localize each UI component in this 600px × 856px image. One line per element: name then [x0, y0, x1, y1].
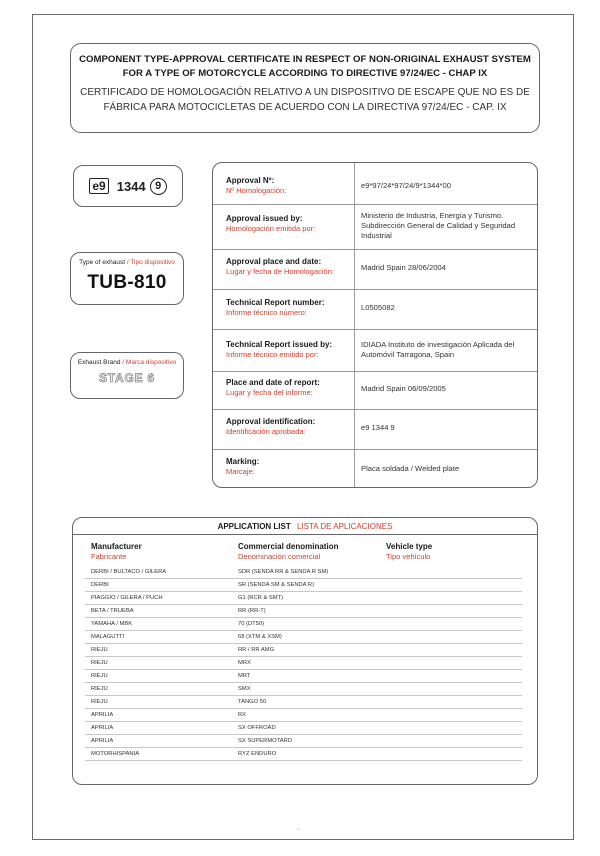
table-row	[85, 670, 522, 683]
detail-row-issued-by	[213, 205, 537, 250]
table-row	[85, 696, 522, 709]
certificate-title-es: CERTIFICADO DE HOMOLOGACIÓN RELATIVO A UN DISPOSITIVO DE ESCAPE QUE NO ES DE FÁBRICA PARA MOTOCICLETAS DE ACUERDO CON LA DIRECTIVA 97/24/EC - CAP. IX	[80, 87, 530, 113]
detail-label-en: Technical Report issued by:	[226, 340, 333, 349]
approval-country-code: e9	[89, 178, 108, 194]
table-row	[85, 631, 522, 644]
table-row	[85, 579, 522, 592]
application-list-title-es: LISTA DE APLICACIONES	[296, 522, 393, 531]
table-row	[85, 605, 522, 618]
column-header-es: Fabricante	[91, 552, 127, 561]
detail-row-place-date	[213, 250, 537, 290]
cell-manufacturer: MALAGUTTI	[91, 634, 125, 640]
detail-value: IDIADA Instituto de investigación Aplicada del Automóvil Tarragona, Spain	[361, 340, 515, 359]
cell-manufacturer: RIEJU	[91, 686, 108, 692]
detail-label-es: Lugar y fecha del informe:	[226, 388, 313, 397]
table-row	[85, 644, 522, 657]
cell-denomination: SDR (SENDA RR & SENDA R SM)	[238, 569, 329, 575]
table-row	[85, 657, 522, 670]
detail-value: Madrid Spain 28/06/2004	[361, 263, 446, 272]
table-row	[85, 735, 522, 748]
cell-denomination: MRX	[238, 660, 251, 666]
detail-row-marking	[213, 450, 537, 488]
detail-label-es: Marcaje:	[226, 467, 255, 476]
cell-denomination: RR (RR-T)	[238, 608, 266, 614]
exhaust-type-value: TUB-810	[87, 272, 167, 293]
detail-value: Placa soldada / Welded plate	[361, 464, 460, 473]
certificate-title-box	[70, 43, 540, 133]
column-header-manufacturer	[91, 542, 142, 562]
exhaust-type-box	[70, 252, 184, 305]
cell-manufacturer: BETA / TRUEBA	[91, 608, 134, 614]
exhaust-brand-label	[71, 359, 183, 366]
exhaust-type-label-es: Tipo dispositivo	[130, 259, 175, 266]
column-header-es: Tipo vehículo	[386, 552, 431, 561]
detail-value: Ministerio de Industria, Energía y Turismo. Subdirección General de Calidad y Seguridad Industrial	[361, 211, 516, 240]
approval-circled-digit: 9	[150, 178, 167, 195]
exhaust-type-separator: /	[126, 259, 129, 266]
table-row	[85, 709, 522, 722]
paper-mark: ▫	[297, 826, 300, 833]
detail-label-es: Lugar y fecha de Homologación:	[226, 267, 334, 276]
certificate-title-en: COMPONENT TYPE-APPROVAL CERTIFICATE IN RESPECT OF NON-ORIGINAL EXHAUST SYSTEM FOR A TYPE OF MOTORCYCLE ACCORDING TO DIRECTIVE 97/24/EC - CHAP IX	[79, 54, 531, 79]
application-list-table	[72, 517, 538, 785]
cell-denomination: TANGO 50	[238, 699, 267, 705]
cell-denomination: 68 (XTM & XSM)	[238, 634, 282, 640]
exhaust-type-label	[71, 259, 183, 266]
cell-manufacturer: RIEJU	[91, 673, 108, 679]
cell-manufacturer: RIEJU	[91, 647, 108, 653]
cell-denomination: SR (SENDA SM & SENDA R)	[238, 582, 315, 588]
approval-number: 1344	[116, 178, 146, 194]
detail-label	[226, 417, 356, 437]
detail-label	[226, 257, 356, 277]
detail-row-identification	[213, 410, 537, 450]
cell-denomination: RR / RR AMG	[238, 647, 275, 653]
cell-manufacturer: PIAGGIO / GILERA / PUCH	[91, 595, 163, 601]
cell-manufacturer: DERBI	[91, 582, 109, 588]
cell-denomination: 70 (DT50)	[238, 621, 265, 627]
table-row	[85, 722, 522, 735]
cell-manufacturer: DERBI / BULTACO / GILERA	[91, 569, 167, 575]
detail-label-en: Approval issued by:	[226, 214, 303, 223]
detail-row-report-issued-by	[213, 330, 537, 372]
detail-label-es: Informe técnico emitido por:	[226, 350, 319, 359]
detail-value: e9 1344 9	[361, 423, 395, 432]
cell-manufacturer: APRILIA	[91, 712, 114, 718]
cell-denomination: SMX	[238, 686, 251, 692]
detail-label	[226, 457, 356, 477]
detail-value: L0505082	[361, 303, 395, 312]
application-list-header	[73, 518, 537, 535]
detail-label-es: Informe técnico número:	[226, 308, 307, 317]
detail-label	[226, 340, 356, 360]
table-row	[85, 566, 522, 579]
column-header-denomination	[238, 542, 338, 562]
cell-denomination: SX SUPERMOTARD	[238, 738, 293, 744]
detail-label-en: Place and date of report:	[226, 378, 320, 387]
column-header-vehicle-type	[386, 542, 432, 562]
cell-manufacturer: RIEJU	[91, 699, 108, 705]
table-row	[85, 748, 522, 761]
detail-row-approval-number	[213, 163, 537, 205]
detail-row-report-number	[213, 290, 537, 330]
detail-label	[226, 176, 356, 196]
cell-manufacturer: APRILIA	[91, 725, 114, 731]
column-header-en: Manufacturer	[91, 542, 142, 551]
table-row	[85, 592, 522, 605]
exhaust-brand-label-en: Exhaust Brand	[77, 359, 121, 366]
detail-label	[226, 214, 356, 234]
detail-value: Madrid Spain 06/09/2005	[361, 384, 446, 393]
detail-label-es: Homologación emitida por:	[226, 224, 316, 233]
cell-manufacturer: RIEJU	[91, 660, 108, 666]
detail-label-en: Approval identification:	[226, 417, 316, 426]
column-header-es: Denominación comercial	[238, 552, 321, 561]
exhaust-type-label-en: Type of exhaust	[79, 259, 125, 266]
detail-value: e9*97/24*97/24/9*1344*00	[361, 181, 451, 190]
approval-details-table	[212, 162, 538, 488]
exhaust-brand-box	[70, 352, 184, 399]
detail-label	[226, 298, 356, 318]
table-row	[85, 683, 522, 696]
detail-label-en: Marking:	[226, 457, 260, 466]
detail-label-en: Approval place and date:	[226, 257, 322, 266]
table-row	[85, 618, 522, 631]
column-header-en: Vehicle type	[386, 542, 433, 551]
detail-label-en: Approval Nº:	[226, 176, 275, 185]
approval-mark-badge	[73, 165, 183, 207]
detail-label-en: Technical Report number:	[226, 298, 325, 307]
exhaust-brand-separator: /	[122, 359, 125, 366]
cell-manufacturer: MOTORHISPANIA	[91, 751, 140, 757]
detail-label-es: Nº Homologación:	[226, 186, 287, 195]
cell-denomination: MRT	[238, 673, 251, 679]
detail-label	[226, 378, 356, 398]
detail-row-report-place-date	[213, 372, 537, 410]
detail-label-es: Identificación aprobada:	[226, 427, 306, 436]
cell-denomination: SX OFFROAD	[238, 725, 276, 731]
cell-denomination: RX	[238, 712, 247, 718]
column-header-en: Commercial denomination	[238, 542, 339, 551]
application-list-title-en: APPLICATION LIST	[217, 522, 291, 531]
cell-manufacturer: YAMAHA / MBK	[91, 621, 133, 627]
exhaust-brand-value: STAGE 6	[98, 371, 156, 385]
cell-denomination: RYZ ENDURO	[238, 751, 277, 757]
cell-denomination: G1 (RCR & SMT)	[238, 595, 284, 601]
cell-manufacturer: APRILIA	[91, 738, 114, 744]
exhaust-brand-label-es: Marca dispositivo	[125, 359, 177, 366]
